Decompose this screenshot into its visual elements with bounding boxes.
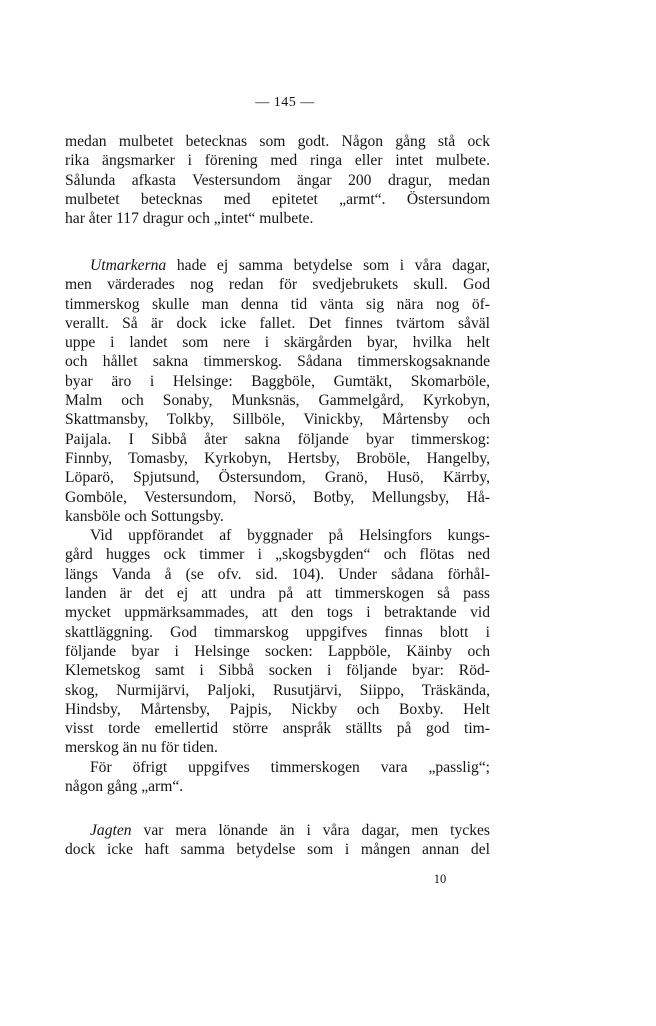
text-line: Löparö, Spjutsund, Östersundom, Granö, Husö, Kärrby, [65, 469, 490, 487]
paragraph-2-first-line [65, 256, 490, 275]
text-line: Paijala. I Sibbå åter sakna följande byar timmerskog: [65, 430, 490, 448]
text-line: mulbetet betecknas med epitetet „armt“. Östersundom [65, 190, 490, 208]
text-line: Skattmansby, Tolkby, Sillböle, Vinickby, Mårtensby och [65, 411, 490, 429]
text-line: merskog än nu för tiden. [65, 739, 218, 757]
text-line: Klemetskog samt i Sibbå socken i följande byar: Röd- [65, 662, 490, 680]
emphasized-term: Utmarkerna [90, 257, 167, 274]
text-line: men värderades nog redan för svedjebrukets skull. God [65, 276, 490, 294]
text-line: landen är det ej att undra på att timmerskogen så pass [65, 585, 490, 603]
text-line: gård hugges ock timmer i „skogsbygden“ och flötas ned [65, 546, 490, 564]
paragraph-5-first-line [65, 821, 490, 840]
text-line: visst torde emellertid större anspråk ställts på god tim- [65, 720, 490, 738]
text-line: Malm och Sonaby, Munksnäs, Gammelgård, Kyrkobyn, [65, 392, 490, 410]
text-line: verallt. Så är dock icke fallet. Det finnes tvärtom såväl [65, 314, 490, 332]
text-line: dock icke haft samma betydelse som i mången annan del [65, 841, 490, 859]
text-span: var mera lönande än i våra dagar, men tyckes [131, 822, 490, 839]
text-line: För öfrigt uppgifves timmerskogen vara „passlig“; [90, 758, 490, 776]
text-line: Gomböle, Vestersundom, Norsö, Botby, Mellungsby, Hå- [65, 488, 490, 506]
text-line: rika ängsmarker i förening med ringa eller intet mulbete. [65, 152, 490, 170]
text-line: timmerskog skulle man denna tid vänta sig nära nog öf- [65, 295, 490, 313]
text-line: Hindsby, Mårtensby, Pajpis, Nickby och Boxby. Helt [65, 700, 490, 718]
signature-mark: 10 [433, 872, 447, 886]
text-line: kansböle och Sottungsby. [65, 507, 224, 525]
text-line: och hållet sakna timmerskog. Sådana timmerskogsaknande [65, 353, 490, 371]
text-line: skog, Nurmijärvi, Paljoki, Rusutjärvi, Siippo, Träskända, [65, 681, 490, 699]
emphasized-term: Jagten [90, 822, 132, 839]
text-line: har åter 117 dragur och „intet“ mulbete. [65, 210, 314, 228]
text-line: Sålunda afkasta Vestersundom ängar 200 dragur, medan [65, 171, 490, 189]
text-line: skattläggning. God timmarskog uppgifves finnas blott i [65, 623, 490, 641]
text-line: Vid uppförandet af byggnader på Helsingfors kungs- [90, 527, 490, 545]
paragraph-group-main [65, 256, 490, 796]
text-line: byar äro i Helsinge: Baggböle, Gumtäkt, Skomarböle, [65, 372, 490, 390]
page-number: — 145 — [255, 95, 315, 110]
text-line: medan mulbetet betecknas som godt. Någon gång stå ock [65, 133, 490, 150]
text-line: längs Vanda å (se ofv. sid. 104). Under sådana förhål- [65, 565, 490, 583]
paragraph-5 [65, 821, 490, 860]
paragraph-1 [65, 132, 490, 228]
text-line: någon gång „arm“. [65, 778, 184, 796]
text-line: Finnby, Tomasby, Kyrkobyn, Hertsby, Broböle, Hangelby, [65, 449, 490, 467]
text-line: uppe i landet som nere i skärgården byar, hvilka helt [65, 334, 490, 352]
text-span: hade ej samma betydelse som i våra dagar, [166, 257, 490, 274]
text-line: mycket uppmärksammades, att den togs i betraktande vid [65, 604, 490, 622]
text-line: följande byar i Helsinge socken: Lappböle, Käinby och [65, 642, 490, 660]
